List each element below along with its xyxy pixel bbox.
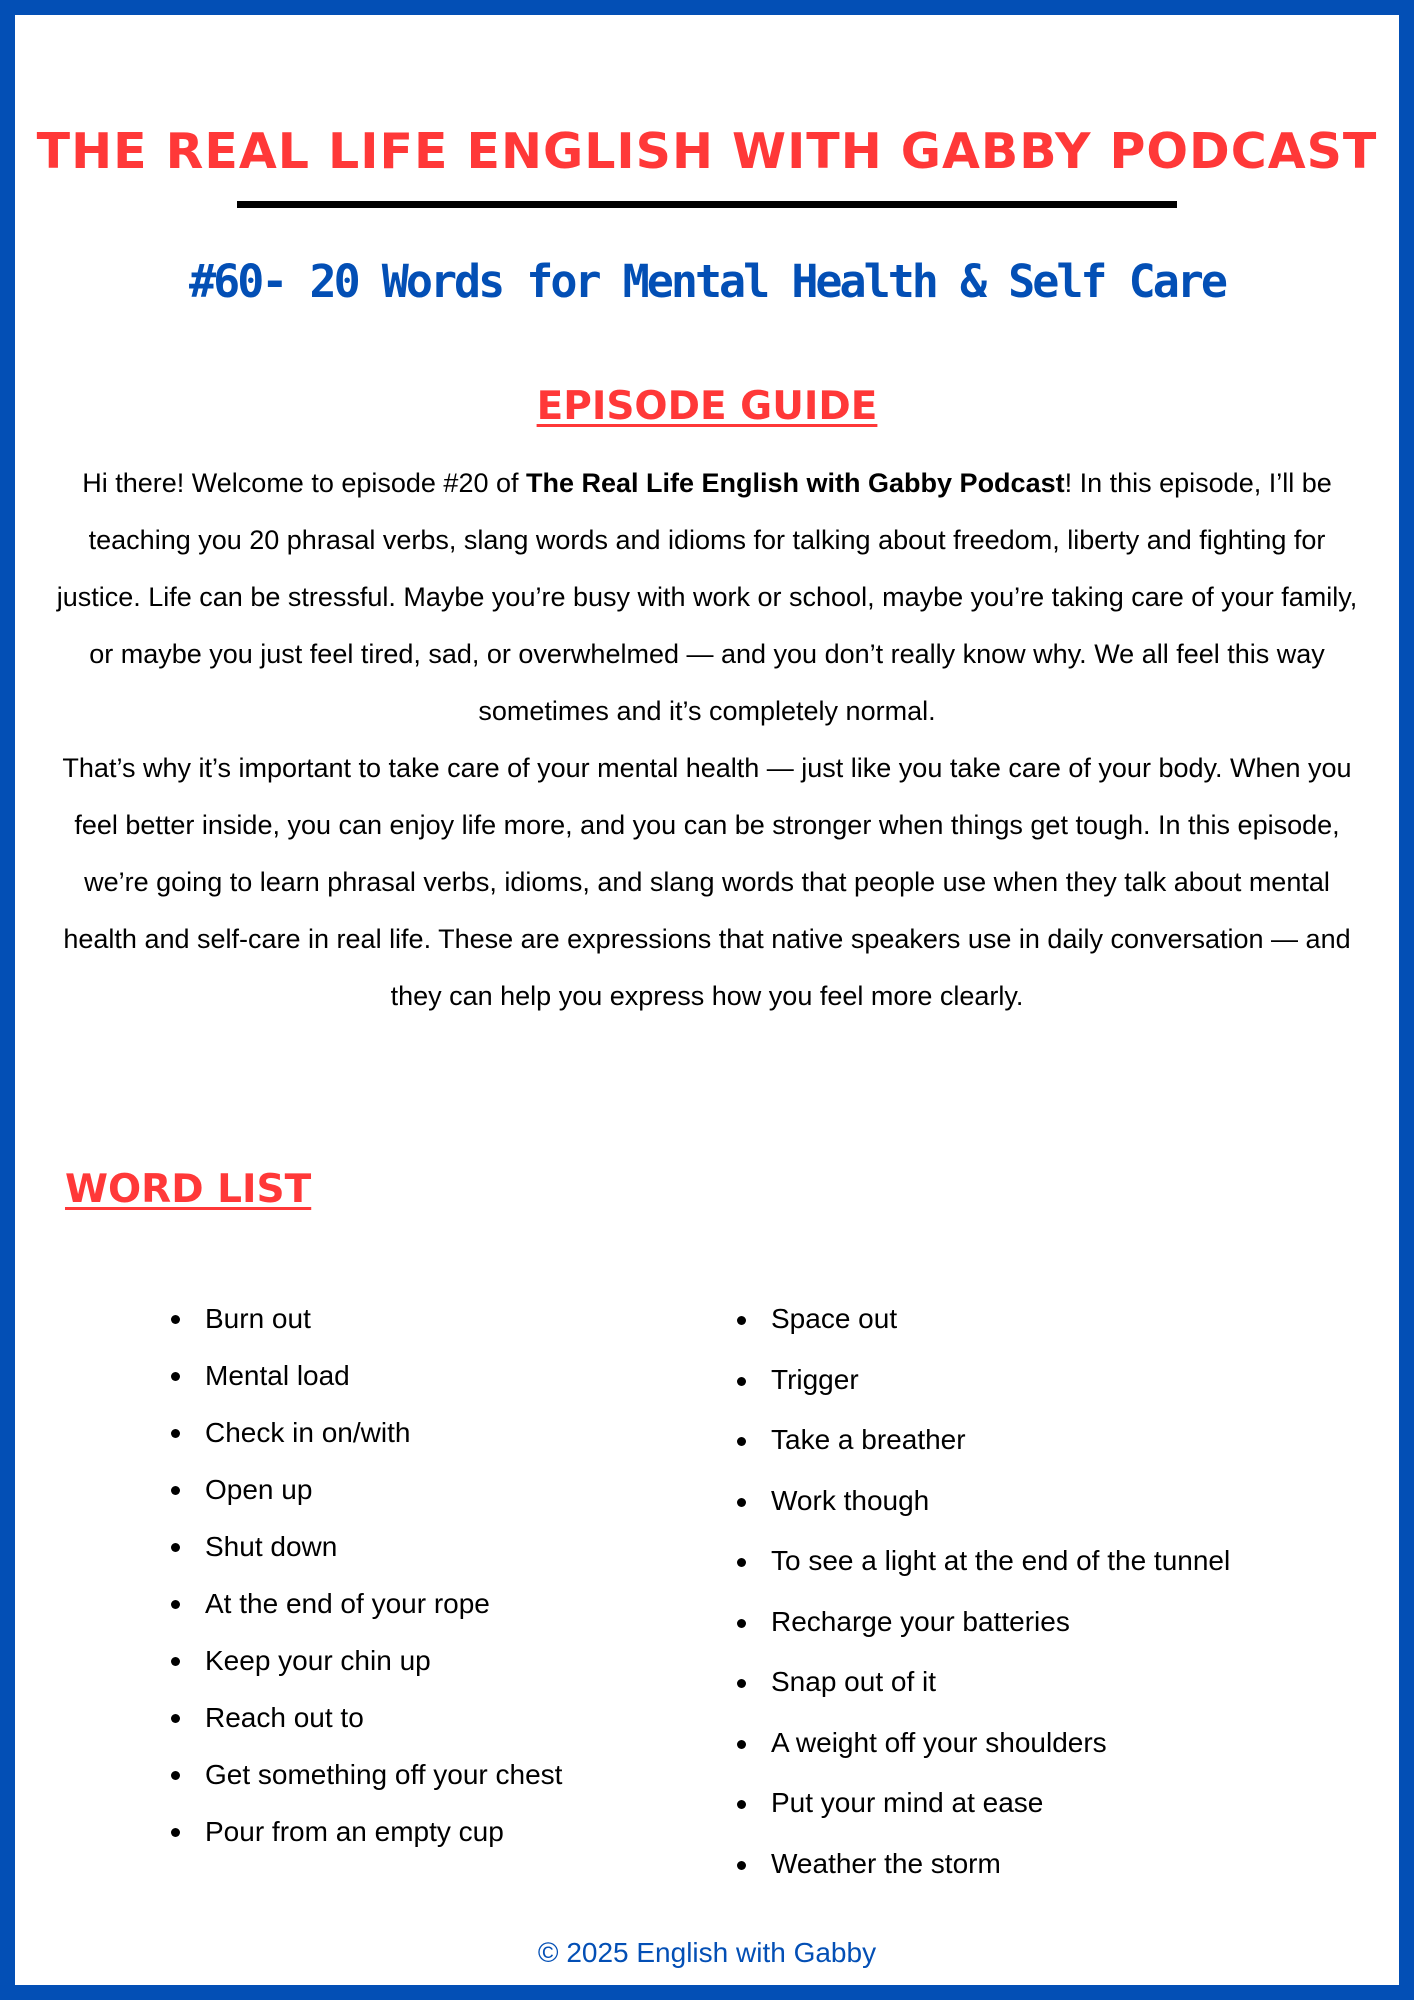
list-item: Get something off your chest [165, 1746, 562, 1803]
list-item: Trigger [731, 1351, 1230, 1412]
list-item: Shut down [165, 1518, 562, 1575]
list-item: At the end of your rope [165, 1575, 562, 1632]
word-list-heading: WORD LIST [65, 1167, 312, 1212]
list-item: Snap out of it [731, 1653, 1230, 1714]
list-item: A weight off your shoulders [731, 1714, 1230, 1775]
list-item: Keep your chin up [165, 1632, 562, 1689]
podcast-title: THE REAL LIFE ENGLISH WITH GABBY PODCAST [36, 123, 1378, 180]
list-item: Weather the storm [731, 1835, 1230, 1896]
list-item: Mental load [165, 1347, 562, 1404]
episode-guide-text [51, 455, 1363, 1025]
word-list-right-column [731, 1290, 1230, 1895]
title-divider [237, 201, 1177, 208]
footer-copyright: © 2025 English with Gabby [537, 1937, 877, 1968]
list-item: Space out [731, 1290, 1230, 1351]
list-item: Recharge your batteries [731, 1593, 1230, 1654]
list-item: Open up [165, 1461, 562, 1518]
list-item: Take a breather [731, 1411, 1230, 1472]
word-list-left-column [165, 1290, 562, 1860]
list-item: Pour from an empty cup [165, 1803, 562, 1860]
list-item: To see a light at the end of the tunnel [731, 1532, 1230, 1593]
episode-guide-heading: EPISODE GUIDE [536, 384, 878, 429]
list-item: Burn out [165, 1290, 562, 1347]
list-item: Work though [731, 1472, 1230, 1533]
second-paragraph: That’s why it’s important to take care of your mental health — just like you take care of your body. When you feel better inside, you can enjoy life more, and you can be stronger when things get tough. In this episode, we’re going to learn phrasal verbs, idioms, and slang words that people use when they talk about mental health and self-care in real life. These are expressions that native speakers use in daily conversation — and they can help you express how you feel more clearly. [62, 753, 1352, 1011]
list-item: Put your mind at ease [731, 1774, 1230, 1835]
intro-start: Hi there! Welcome to episode #20 of [82, 468, 526, 498]
intro-end: ! In this episode, I’ll be teaching you 20 phrasal verbs, slang words and idioms for talking about freedom, liberty and fighting for justice. Life can be stressful. Maybe you’re busy with work or school, maybe you’re taking care of your family, or maybe you just feel tired, sad, or overwhelmed — and you don’t really know why. We all feel this way sometimes and it’s completely normal. [56, 468, 1358, 726]
list-item: Check in on/with [165, 1404, 562, 1461]
episode-title: #60- 20 Words for Mental Health & Self Care [189, 255, 1225, 308]
intro-podcast-name: The Real Life English with Gabby Podcast [526, 468, 1065, 498]
list-item: Reach out to [165, 1689, 562, 1746]
intro-paragraph [51, 455, 1363, 740]
